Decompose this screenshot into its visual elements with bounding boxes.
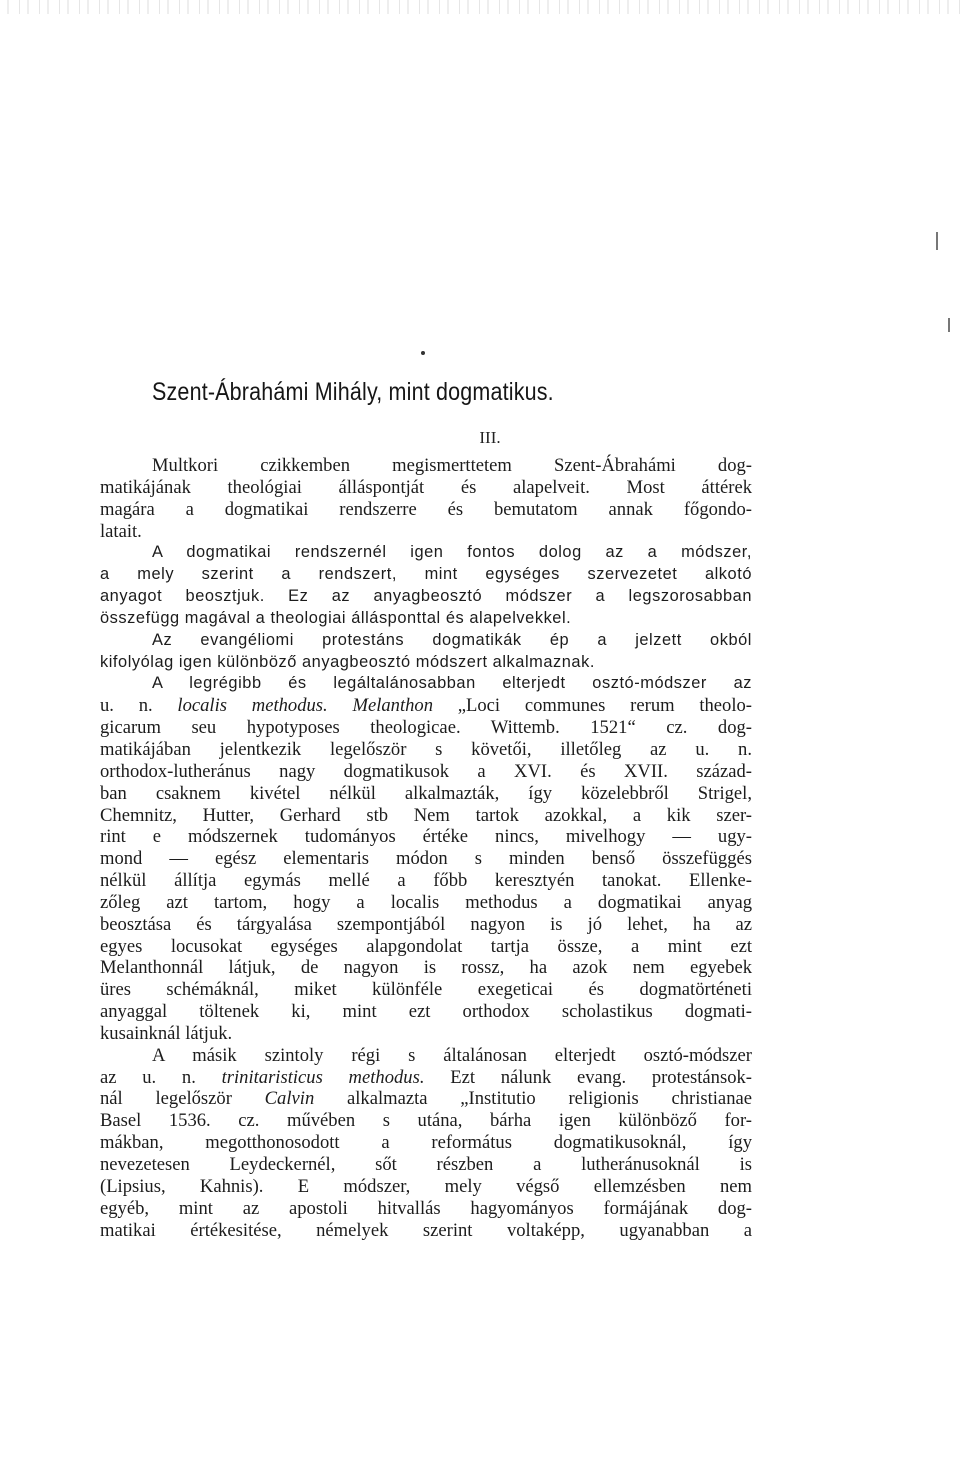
text-line (100, 848, 752, 870)
text-run: üres schémáknál, miket különféle exegeticai és dogmatörténeti (100, 979, 752, 1001)
text-line (100, 542, 752, 564)
text-run: a mely szerint a rendszert, mint egységes szervezetet alkotó (100, 565, 752, 584)
text-line (100, 979, 752, 1001)
text-line (100, 1220, 752, 1242)
text-line (100, 761, 752, 783)
article-title: Szent-Ábrahámi Mihály, mint dogmatikus. (152, 378, 554, 406)
text-run: u. n. (100, 695, 178, 717)
text-run: gicarum seu hypotyposes theologicae. Wittemb. 1521“ cz. dog- (100, 717, 752, 739)
text-run: nál legelőször (100, 1088, 265, 1110)
margin-mark (948, 318, 950, 332)
text-run: egyéb, mint az apostoli hitvallás hagyományos formájának dog- (100, 1197, 752, 1219)
text-run: Ezt nálunk evang. protestánsok- (424, 1066, 752, 1088)
text-run: beosztása és tárgyalása szempontjából nagyon is jó lehet, ha az (100, 913, 752, 935)
text-run: nevezetesen Leydeckernél, sőt részben a lutheránusoknál is (100, 1154, 752, 1175)
text-run: matikájának theológiai álláspontját és alapelveit. Most áttérek (100, 476, 752, 498)
italic-term: trinitaristicus methodus. (221, 1066, 425, 1088)
text-run: orthodox-lutheránus nagy dogmatikusok a XVI. és XVII. század- (100, 760, 752, 782)
text-line (100, 695, 752, 717)
text-line (100, 914, 752, 936)
text-line (100, 455, 752, 477)
text-run: zőleg azt tartom, hogy a localis methodus a dogmatikai anyag (100, 891, 752, 913)
text-line (100, 630, 752, 652)
text-line (100, 521, 752, 543)
text-run (328, 695, 353, 716)
text-run: összefügg magával a theologiai állásponttal és alapelvekkel. (100, 608, 572, 627)
text-run: anyaggal töltenek ki, mint ezt orthodox scholastikus dogmati- (100, 1001, 752, 1023)
text-run: A dogmatikai rendszernél igen fontos dolog az a módszer, (152, 543, 752, 562)
text-run: az u. n. (100, 1066, 222, 1088)
text-line (100, 1154, 752, 1176)
text-run: mond — egész elementaris módon s minden benső összefüggés (100, 848, 752, 870)
text-line (100, 870, 752, 892)
text-run: matikájában jelentkezik legelőször s követői, illetőleg az u. n. (100, 738, 752, 760)
text-run: „Loci communes rerum theolo- (433, 695, 753, 717)
text-run: latait. (100, 520, 142, 542)
text-line (100, 586, 752, 608)
text-line (100, 717, 752, 739)
text-line (100, 1198, 752, 1220)
text-run: kusainknál látjuk. (100, 1022, 233, 1044)
text-run: ban csaknem kivétel nélkül alkalmazták, így közelebbről Strigel, (100, 782, 752, 804)
text-line (100, 673, 752, 695)
article-body (100, 455, 752, 1241)
margin-mark (936, 232, 938, 250)
text-run: Melanthonnál látjuk, de nagyon is rossz, ha azok nem egyebek (100, 957, 752, 979)
text-line (100, 1176, 752, 1198)
text-line (100, 564, 752, 586)
text-run: egyes locusokat egységes alapgondolat tartja össze, a mint ezt (100, 935, 752, 957)
text-line (100, 1132, 752, 1154)
text-line (100, 936, 752, 958)
text-run: Basel 1536. cz. művében s utána, bárha igen különböző for- (100, 1110, 752, 1132)
text-line (100, 1001, 752, 1023)
text-run: matikai értékesitése, némelyek szerint voltaképp, ugyanabban a (100, 1219, 752, 1241)
text-line (100, 826, 752, 848)
section-number-text: III. (479, 428, 501, 447)
text-line (100, 1110, 752, 1132)
text-run: Chemnitz, Hutter, Gerhard stb Nem tartok azokkal, a kik szer- (100, 804, 752, 826)
paragraph (100, 695, 752, 1045)
text-run: alkalmazta „Institutio religionis christianae (314, 1088, 752, 1110)
text-line (100, 783, 752, 805)
ink-dot (421, 351, 425, 355)
text-line (100, 608, 752, 630)
paragraph (100, 455, 752, 542)
text-line (100, 805, 752, 827)
text-line (100, 739, 752, 761)
text-line (100, 1088, 752, 1110)
text-run: nélkül állítja egymás mellé a főbb keresztyén tanokat. Ellenke- (100, 870, 752, 892)
text-run: (Lipsius, Kahnis). E módszer, mely végső ellemzésben nem (100, 1175, 752, 1197)
text-run: magára a dogmatikai rendszerre és bemutatom annak főgondo- (100, 498, 752, 520)
text-run: mákban, megotthonosodott a református dogmatikusoknál, így (100, 1132, 752, 1154)
text-line (100, 652, 752, 674)
text-line (100, 1023, 752, 1045)
text-line (100, 1067, 752, 1089)
italic-term: Melanthon (352, 695, 434, 717)
italic-term: localis methodus. (177, 695, 328, 717)
text-run: kifolyólag igen különböző anyagbeosztó módszert alkalmaznak. (100, 652, 595, 671)
text-run: A másik szintoly régi s általánosan elterjedt osztó-módszer (152, 1044, 752, 1066)
paragraph (100, 542, 752, 695)
text-line (100, 499, 752, 521)
italic-term: Calvin (264, 1088, 315, 1110)
text-line (100, 477, 752, 499)
text-line (100, 892, 752, 914)
text-run: rint e módszernek tudományos értéke nincs, mivelhogy — ugy- (100, 826, 752, 848)
paragraph (100, 1045, 752, 1242)
text-run: Multkori czikkemben megismerttetem Szent-Ábrahámi dog- (152, 455, 752, 476)
text-run: A legrégibb és legáltalánosabban elterjedt osztó-módszer az (152, 674, 752, 693)
text-run: Az evangéliomi protestáns dogmatikák ép a jelzett okból (152, 630, 752, 649)
text-line (100, 957, 752, 979)
text-run: anyagot beosztjuk. Ez az anyagbeosztó módszer a legszorosabban (100, 587, 752, 606)
scan-edge-noise (0, 0, 960, 14)
section-number (0, 427, 960, 449)
text-line (100, 1045, 752, 1067)
